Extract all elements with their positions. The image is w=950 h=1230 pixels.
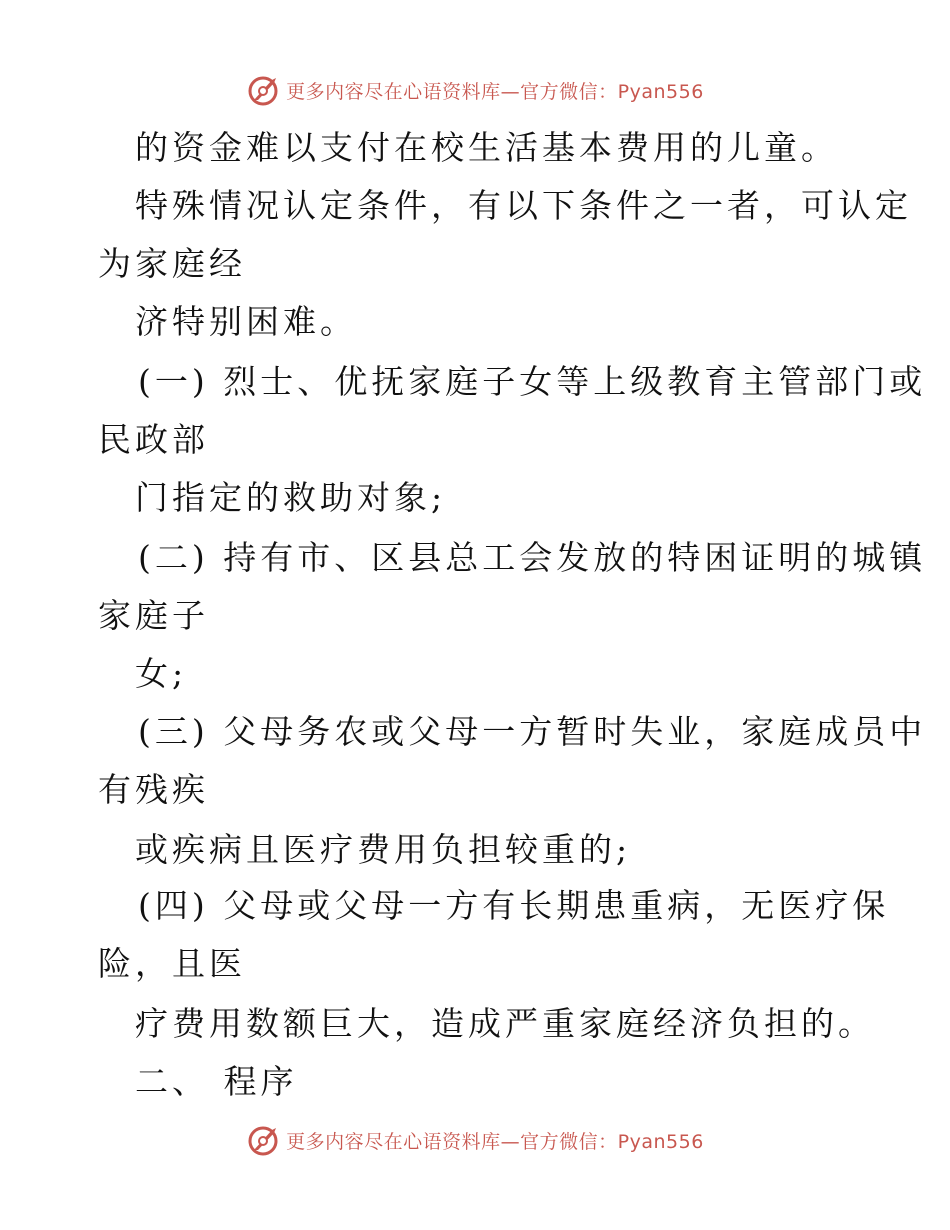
header-banner	[0, 70, 950, 110]
banner-text: 更多内容尽在心语资料库—官方微信：Pyan556	[286, 1130, 704, 1153]
quill-pen-logo-icon	[246, 1122, 282, 1158]
paragraph-line: 的资金难以支付在校生活基本费用的儿童。	[135, 128, 838, 167]
list-item-line: (二) 持有市、区县总工会发放的特困证明的城镇	[138, 538, 927, 577]
paragraph-line: 为家庭经	[98, 244, 246, 283]
list-item-line: (一) 烈士、优抚家庭子女等上级教育主管部门或	[138, 362, 927, 401]
paragraph-line: 特殊情况认定条件，有以下条件之一者，可认定	[135, 186, 912, 225]
section-heading: 二、 程序	[135, 1062, 298, 1101]
paragraph-line: 家庭子	[98, 596, 209, 635]
paragraph-line: 门指定的救助对象;	[135, 478, 447, 517]
paragraph-line: 有残疾	[98, 770, 209, 809]
footer-banner	[0, 1120, 950, 1160]
list-item-line: (四) 父母或父母一方有长期患重病，无医疗保	[138, 886, 890, 925]
quill-pen-logo-icon	[246, 72, 282, 108]
list-item-line: (三) 父母务农或父母一方暂时失业，家庭成员中	[138, 712, 927, 751]
paragraph-line: 疗费用数额巨大，造成严重家庭经济负担的。	[135, 1004, 875, 1043]
banner-text: 更多内容尽在心语资料库—官方微信：Pyan556	[286, 80, 704, 103]
paragraph-line: 女;	[135, 654, 188, 693]
paragraph-line: 济特别困难。	[135, 302, 357, 341]
paragraph-line: 民政部	[98, 420, 209, 459]
paragraph-line: 险，且医	[98, 944, 246, 983]
paragraph-line: 或疾病且医疗费用负担较重的;	[135, 830, 632, 869]
